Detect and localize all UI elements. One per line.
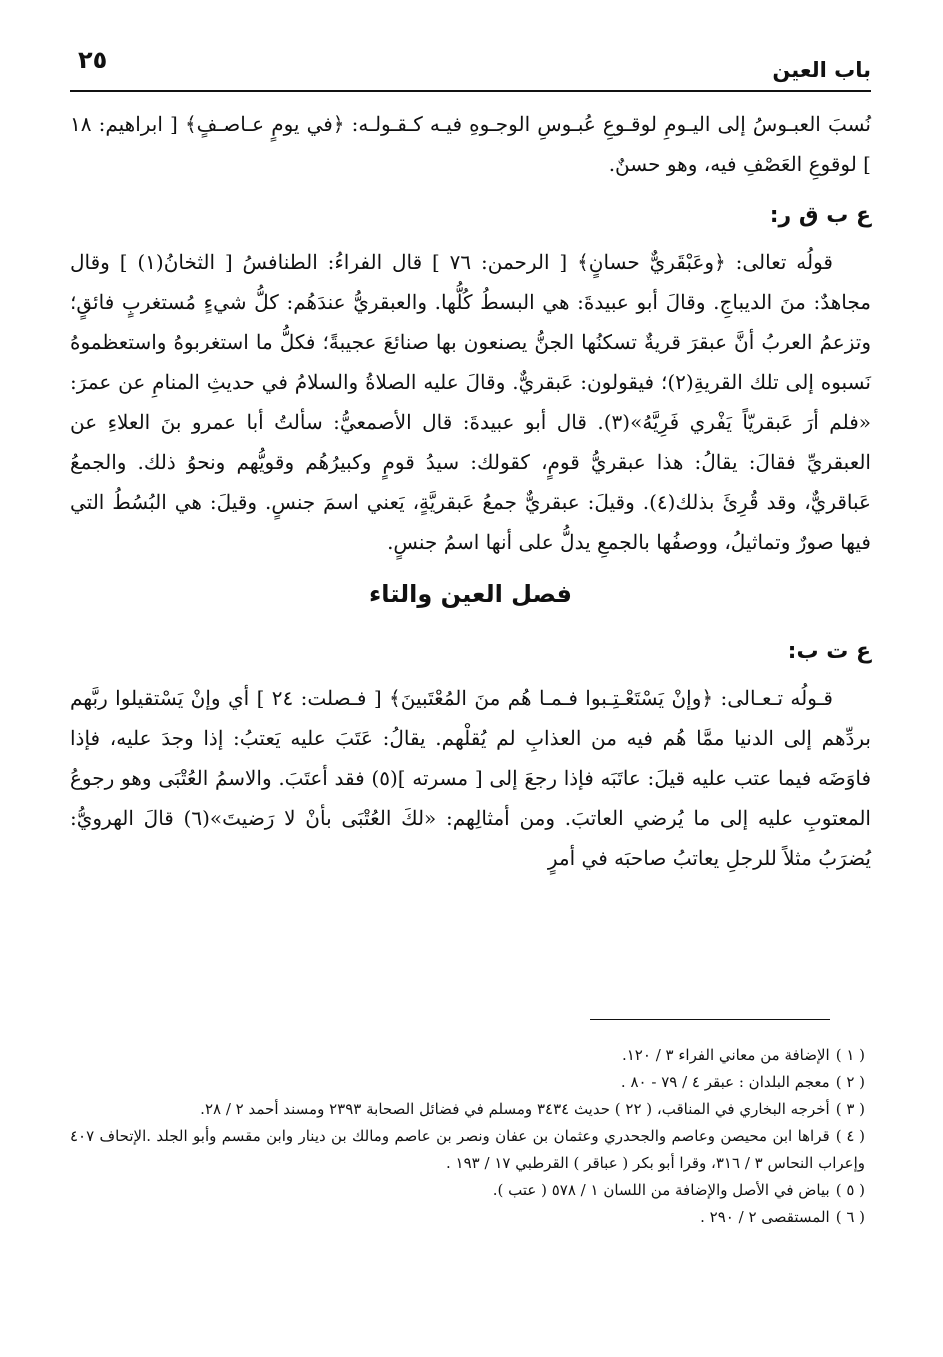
footnote-text: معجم البلدان : عبقر ٤ / ٧٩ - ٨٠ . (620, 1073, 830, 1091)
running-header (70, 42, 871, 86)
paragraph-1: نُسبَ العبـوسُ إلى اليـومِ لوقـوعِ عُبـوسِ الوجـوهِ فيـه كـقـولـه: ﴿في يومٍ عـاصـفٍ﴾ [ ابراهيم: ١٨ ] لوقوعِ العَصْفِ فيه، وهو حسنٌ. (70, 112, 871, 176)
footnote-item (70, 1069, 865, 1096)
footnote-item (70, 1204, 865, 1231)
header-divider (70, 90, 871, 92)
root-heading-atb: ع ت ب: (787, 639, 871, 664)
paragraph-2: قولُه تعالى: ﴿وعَبْقَريٌّ حسانٍ﴾ [ الرحمن: ٧٦ ] قال الفراءُ: الطنافسُ [ الثخانُ(١) ] وقال مجاهدٌ: منَ الديباجِ. وقالَ أبو عبيدةَ: هي البسطُ كُلُّها. والعبقريُّ عندَهُم: كلُّ شيءٍ مُستغربٍ فائقٍ؛ وتزعمُ العربُ أنَّ عبقرَ قريةٌ تسكنُها الجنُّ يصنعون بها صنائعَ عجيبةً؛ فكلُّ ما استغربوهُ واستعظموهُ نَسبوه إلى تلك القريةِ(٢)؛ فيقولون: عَبقريٌّ. وقالَ عليه الصلاةُ والسلامُ في حديثِ المنامِ عن عمرَ: «فلم أرَ عَبقريّاً يَفْري فَرِيَّهُ»(٣). قال أبو عبيدةَ: قال الأصمعيُّ: سألتُ أبا عمرو بنَ العلاءِ عن العبقريِّ فقالَ: يقالُ: هذا عبقريُّ قومٍ، كقولك: سيدُ قومٍ وكبيرُهُم وقويُّهم ونحوُ ذلك. والجمعُ عَباقريٌّ، وقد قُرِئَ بذلك(٤). وقيلَ: عبقريٌّ جمعُ عَبقريَّةٍ، يَعني اسمَ جنسٍ. وقيلَ: هي البُسُطُ التي فيها صورٌ وتماثيلُ، ووصفُها بالجمعِ يدلُّ على أنها اسمُ جنسٍ. (70, 250, 872, 554)
footnote-divider (590, 1019, 830, 1020)
footnote-item (70, 1177, 865, 1204)
footnote-item (70, 1123, 865, 1177)
footnote-number: ( ٦ ) (835, 1208, 865, 1226)
footnote-number: ( ٤ ) (835, 1127, 865, 1145)
footnote-number: ( ١ ) (835, 1046, 865, 1064)
footnote-number: ( ٣ ) (835, 1100, 865, 1118)
footnote-text: قراها ابن محيصن وعاصم والجحدري وعثمان بن عفان ونصر بن عاصم ومالك بن دينار وابن مقسم وأبو الجلد .الإتحاف ٤٠٧ وإعراب النحاس ٣ / ٣١٦، وقرا أبو بكر ( عباقر ) القرطبي ١٧ / ١٩٣ . (70, 1127, 865, 1172)
main-text (70, 104, 871, 878)
section-title: فصل العين والتاء (369, 580, 572, 608)
footnote-item (70, 1096, 865, 1123)
footnote-number: ( ٥ ) (835, 1181, 865, 1199)
chapter-title: باب العين (772, 58, 871, 82)
paragraph-3: قـولُه تـعـالى: ﴿وإنْ يَسْتَعْـتِـبوا فـمـا هُم منَ المُعْتَبينَ﴾ [ فـصلت: ٢٤ ] أي وإنْ يَسْتقيلوا ربَّهم بردِّهم إلى الدنيا ممَّا هُم فيه من العذابِ لم يُقلْهم. يقالُ: عَتَبَ عليه يَعتبُ: إذا وجدَ عليه، فإذا فاوَضَه فيما عتب عليه قيلَ: عاتَبَه فإذا رجعَ إلى [ مسرته ](٥) فقد أعتَبَ. والاسمُ العُتْبَى وهو رجوعُ المعتوبِ عليه إلى ما يُرضي العاتبَ. ومن أمثالِهم: «لكَ العُتْبَى بأنْ لا رَضيتَ»(٦) قالَ الهرويُّ: يُضرَبُ مثلاً للرجلِ يعاتبُ صاحبَه في أمرٍ (70, 686, 872, 870)
page-number: ٢٥ (78, 46, 108, 74)
footnotes (70, 1042, 865, 1231)
root-heading-abqr: ع ب ق ر: (769, 203, 871, 228)
footnote-text: المستقصى ٢ / ٢٩٠ . (700, 1208, 830, 1226)
footnote-item (70, 1042, 865, 1069)
footnote-number: ( ٢ ) (835, 1073, 865, 1091)
footnote-text: بياض في الأصل والإضافة من اللسان ١ / ٥٧٨ ( عتب ). (492, 1181, 830, 1199)
footnote-text: الإضافة من معاني الفراء ٣ / ١٢٠. (621, 1046, 830, 1064)
footnote-text: أخرجه البخاري في المناقب، ( ٢٢ ) حديث ٣٤٣٤ ومسلم في فضائل الصحابة ٢٣٩٣ ومسند أحمد ٢ / ٢٨. (200, 1100, 830, 1118)
